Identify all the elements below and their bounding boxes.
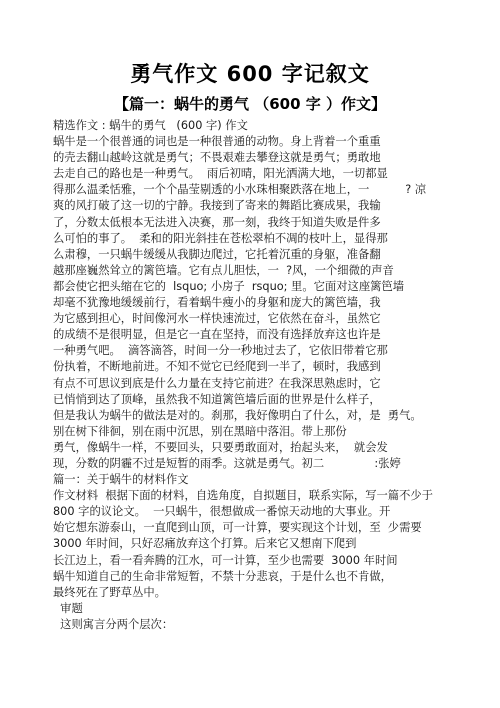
text-line: 始它想东游泰山，一直爬到山顶，可一计算，要实现这个计划，至 少需要 [53, 521, 422, 535]
document-title: 勇气作文 600 字记叙文 [130, 62, 370, 86]
text-line: 都会使它把头缩在它的 lsquo; 小房子 rsquo; 里。它面对这座篱笆墙 [53, 279, 405, 293]
text-line: 精选作文 : 蜗牛的勇气 (600 字) 作文 [53, 119, 248, 132]
text-line: 蜗牛是一个很普通的词也是一种很普通的动物。身上背着一个重重 [53, 135, 381, 149]
text-line: 蜗牛知道自己的生命非常短暂，不禁十分悲哀，于是什么也不肯做， [53, 569, 392, 583]
text-line: 现，分数的阴霾不过是短暂的雨季。这就是勇气。初二 :张婷 [53, 456, 401, 470]
text-line: 这则寓言分两个层次： [53, 617, 174, 631]
text-line: 却毫不犹豫地缓缓前行，看着蜗牛瘦小的身躯和庞大的篱笆墙，我 [53, 296, 381, 310]
text-line: 800 字的议论文。 一只蜗牛，很想做成一番惊天动地的大事业。开 [53, 505, 391, 519]
text-line: 作文材料 根据下面的材料，自选角度，自拟题目，联系实际，写一篇不少于 [53, 489, 433, 503]
section-heading: 审题 [53, 601, 83, 615]
text-line: 得那么温柔恬雅，一个个晶莹剔透的小水珠相聚跌落在地上，一 ? 凉 [53, 183, 427, 197]
text-line: 已悄悄到达了顶峰，虽然我不知道篱笆墙后面的世界是什么样子， [53, 392, 381, 406]
text-line: 去走自己的路也是一种勇气。 雨后初晴，阳光洒满大地，一切都显 [53, 167, 388, 181]
text-line: 3000 年时间，只好忍痛放弃这个打算。后来它又想南下爬到 [53, 537, 357, 551]
text-line: 么可怕的事了。 柔和的阳光斜挂在苍松翠柏不凋的枝叶上，显得那 [53, 231, 388, 245]
text-line: 为它感到担心，时间像河水一样快速流过，它依然在奋斗，虽然它 [53, 312, 381, 326]
text-line: 最终死在了野草丛中。 [53, 585, 166, 599]
text-line: 有点不可思议到底是什么力量在支持它前进？在我深思熟虑时，它 [53, 376, 381, 390]
text-line: 的成绩不是很明显，但是它一直在坚持，而没有选择放弃这也许是 [53, 328, 381, 342]
document-subtitle: 【篇一：蜗牛的勇气 （600 字 ）作文】 [114, 95, 386, 113]
section-heading: 篇一：关于蜗牛的材料作文 [53, 473, 189, 487]
text-line: 勇气，像蜗牛一样，不要回头，只要勇敢面对，抬起头来， 就会发 [53, 440, 388, 454]
document-body [53, 118, 453, 633]
text-line: 别在树下徘徊，别在雨中沉思，别在黑暗中落泪。带上那份 [53, 424, 347, 438]
text-line: 但是我认为蜗牛的做法是对的。刹那，我好像明白了什么，对，是 勇气。 [53, 408, 422, 422]
text-line: 了，分数太低根本无法进入决赛，那一刻，我终于知道失败是件多 [53, 215, 381, 229]
text-line: 越那座巍然耸立的篱笆墙。它有点儿胆怯，一 ?风，一个细微的声音 [53, 263, 394, 277]
text-line: 份执着，不断地前进。不知不觉它已经爬到一半了，顿时，我感到 [53, 360, 381, 374]
text-line: 长江边上，看一看奔腾的江水，可一计算，至少也需要 3000 年时间 [53, 553, 398, 567]
text-line: 一种勇气吧。 滴答滴答，时间一分一秒地过去了，它依旧带着它那 [53, 344, 388, 358]
text-line: 爽的风打破了这一切的宁静。我接到了寄来的舞蹈比赛成果，我输 [53, 199, 381, 213]
text-line: 么肃穆，一只蜗牛缓缓从我脚边爬过，它托着沉重的身躯，准备翻 [53, 247, 381, 261]
text-line: 的壳去翻山越岭这就是勇气；不畏艰难去攀登这就是勇气；勇敢地 [53, 151, 381, 165]
